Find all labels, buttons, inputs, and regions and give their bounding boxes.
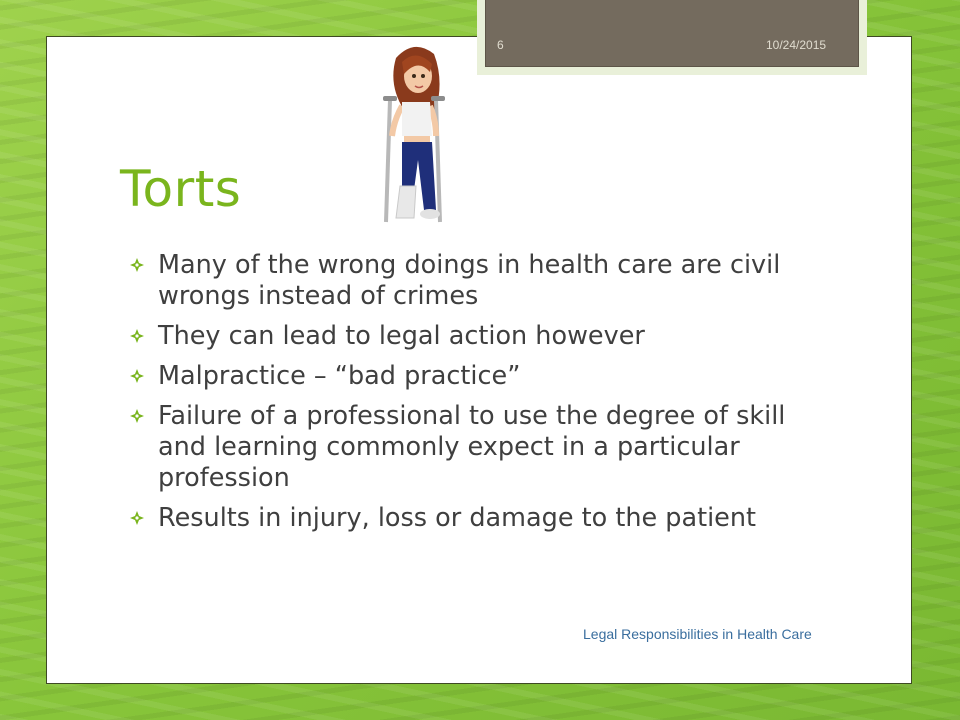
bullet-item (130, 250, 830, 312)
bullet-text: Results in injury, loss or damage to the patient (158, 503, 757, 533)
slide-footer: Legal Responsibilities in Health Care (583, 626, 812, 642)
slide-number: 6 (497, 38, 504, 52)
diamond-quad-bullet-icon (130, 258, 144, 272)
diamond-quad-bullet-icon (130, 409, 144, 423)
slide-date: 10/24/2015 (766, 38, 827, 52)
diamond-quad-bullet-icon (130, 369, 144, 383)
girl-on-crutches-illustration (374, 40, 456, 230)
date-box-inner (485, 0, 859, 67)
bullet-item (130, 361, 830, 392)
slide-title: Torts (120, 160, 242, 218)
bullet-item (130, 401, 830, 494)
bullet-text: Failure of a professional to use the degree of skill and learning commonly expect in a particular profession (158, 401, 786, 493)
bullet-item (130, 321, 830, 352)
bullet-item (130, 503, 830, 534)
bullet-text: Many of the wrong doings in health care are civil wrongs instead of crimes (158, 250, 781, 311)
bullet-text: They can lead to legal action however (158, 321, 645, 351)
diamond-quad-bullet-icon (130, 329, 144, 343)
bullet-list (130, 250, 830, 543)
bullet-text: Malpractice – “bad practice” (158, 361, 521, 391)
diamond-quad-bullet-icon (130, 511, 144, 525)
